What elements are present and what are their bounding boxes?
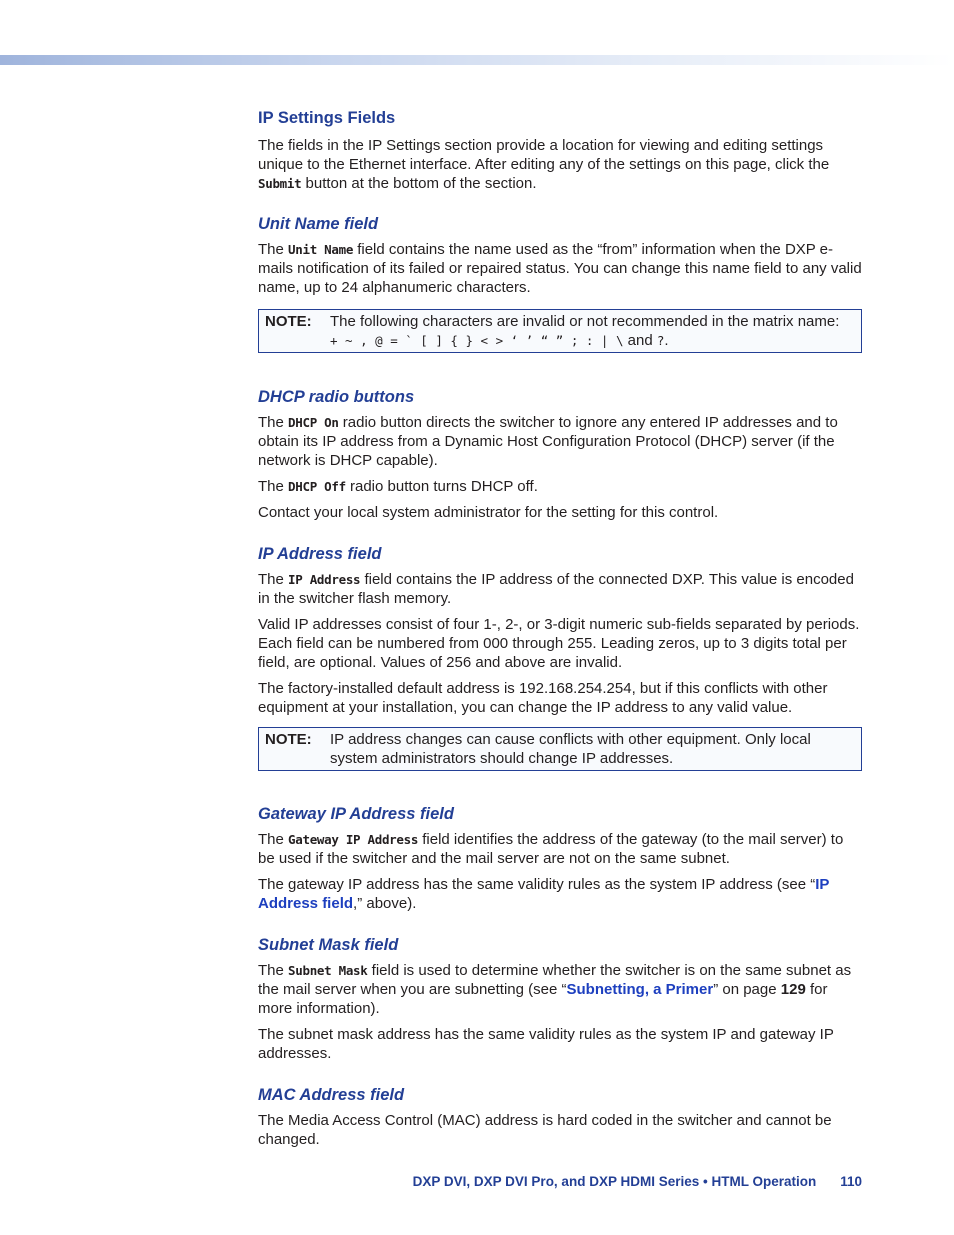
header-gradient-bar	[0, 55, 954, 65]
text-run: ” on page	[713, 981, 781, 998]
code-gateway-ip-address: Gateway IP Address	[288, 832, 419, 847]
dhcp-paragraph-2	[258, 477, 862, 496]
text-run: The	[258, 962, 289, 979]
text-run: field is used to determine whether the switcher is on the same subnet as the mail server when you are subnetting (see “	[258, 962, 852, 998]
code-submit: Submit	[258, 176, 302, 191]
subsection-title-gateway: Gateway IP Address field	[258, 805, 454, 823]
note-box-invalid-chars	[258, 309, 862, 353]
footer-title: DXP DVI, DXP DVI Pro, and DXP HDMI Series • HTML Operation	[412, 1174, 817, 1189]
mac-paragraph: The Media Access Control (MAC) address is hard coded in the switcher and cannot be changed.	[258, 1112, 832, 1148]
question-char: ?	[656, 333, 665, 348]
text-run: The gateway IP address has the same validity rules as the system IP address (see “	[258, 876, 816, 893]
text-run: The	[258, 571, 289, 588]
text-run: The fields in the IP Settings section provide a location for viewing and editing settings unique to the Ethernet interface. After editing any of the settings on this page, click the	[258, 137, 830, 173]
page-footer	[413, 1174, 862, 1189]
text-run: The following characters are invalid or not recommended in the matrix name:	[330, 313, 840, 330]
text-run: for more information).	[258, 981, 828, 1017]
text-run: The	[258, 414, 289, 431]
note-label: NOTE:	[265, 731, 312, 748]
ip-address-paragraph-1	[258, 570, 862, 608]
code-subnet-mask: Subnet Mask	[288, 963, 368, 978]
subsection-title-mac-address: MAC Address field	[258, 1086, 405, 1104]
text-run: .	[664, 332, 669, 349]
subnet-paragraph-1	[258, 961, 862, 1018]
text-run: radio button turns DHCP off.	[345, 478, 538, 495]
ip-address-paragraph-2: Valid IP addresses consist of four 1-, 2-, or 3-digit numeric sub-fields separated by periods. Each field can be numbered from 000 through 255. Leading zeros, up to 3 digits total per field, are optional. Values of 256 and above are invalid.	[258, 616, 860, 671]
link-ip-address-field[interactable]: IP Address field	[258, 876, 830, 912]
code-dhcp-on: DHCP On	[288, 415, 339, 430]
note-text: IP address changes can cause conflicts with other equipment. Only local system administrators should change IP addresses.	[330, 731, 811, 767]
note-label: NOTE:	[265, 313, 312, 330]
page-content	[258, 108, 862, 1156]
text-run: The	[258, 241, 289, 258]
subsection-title-dhcp: DHCP radio buttons	[258, 388, 415, 406]
ip-address-paragraph-3: The factory-installed default address is 192.168.254.254, but if this conflicts with other equipment at your installation, you can change the IP address to any valid value.	[258, 680, 828, 716]
ip-settings-paragraph	[258, 136, 862, 193]
text-run: and	[623, 332, 657, 349]
text-run: radio button directs the switcher to ignore any entered IP addresses and to obtain its IP address from a Dynamic Host Configuration Protocol (DHCP) server (if the network is DHCP capable).	[258, 414, 838, 469]
subsection-title-unit-name: Unit Name field	[258, 215, 379, 233]
unit-name-paragraph	[258, 240, 862, 297]
code-ip-address: IP Address	[288, 572, 361, 587]
text-run: button at the bottom of the section.	[301, 175, 537, 192]
code-dhcp-off: DHCP Off	[288, 479, 346, 494]
text-run: field contains the name used as the “from” information when the DXP e-mails notification of its failed or repaired status. You can change this name field to any valid name, up to 24 alphanumeric characters.	[258, 241, 862, 296]
link-subnetting-primer[interactable]: Subnetting, a Primer	[566, 981, 714, 998]
dhcp-paragraph-3: Contact your local system administrator for the setting for this control.	[258, 504, 719, 521]
text-run: field contains the IP address of the connected DXP. This value is encoded in the switcher flash memory.	[258, 571, 854, 607]
code-unit-name: Unit Name	[288, 242, 354, 257]
gateway-paragraph-1	[258, 830, 862, 868]
subsection-title-subnet-mask: Subnet Mask field	[258, 936, 399, 954]
text-run: ,” above).	[353, 895, 417, 912]
subnet-paragraph-2: The subnet mask address has the same validity rules as the system IP and gateway IP addresses.	[258, 1026, 834, 1062]
text-run: The	[258, 831, 289, 848]
note-box-ip-conflicts	[258, 727, 862, 771]
gateway-paragraph-2	[258, 875, 862, 913]
text-run: field identifies the address of the gateway (to the mail server) to be used if the switcher and the mail server are not on the same subnet.	[258, 831, 844, 867]
dhcp-paragraph-1	[258, 413, 862, 470]
section-title-ip-settings: IP Settings Fields	[258, 109, 396, 127]
invalid-chars-list: + ~ , @ = ` [ ] { } < > ‘ ’ “ ” ; : | \	[330, 333, 624, 348]
page-reference: 129	[780, 981, 806, 998]
page-number: 110	[840, 1174, 862, 1189]
note-text	[330, 312, 851, 350]
subsection-title-ip-address: IP Address field	[258, 545, 382, 563]
text-run: The	[258, 478, 289, 495]
